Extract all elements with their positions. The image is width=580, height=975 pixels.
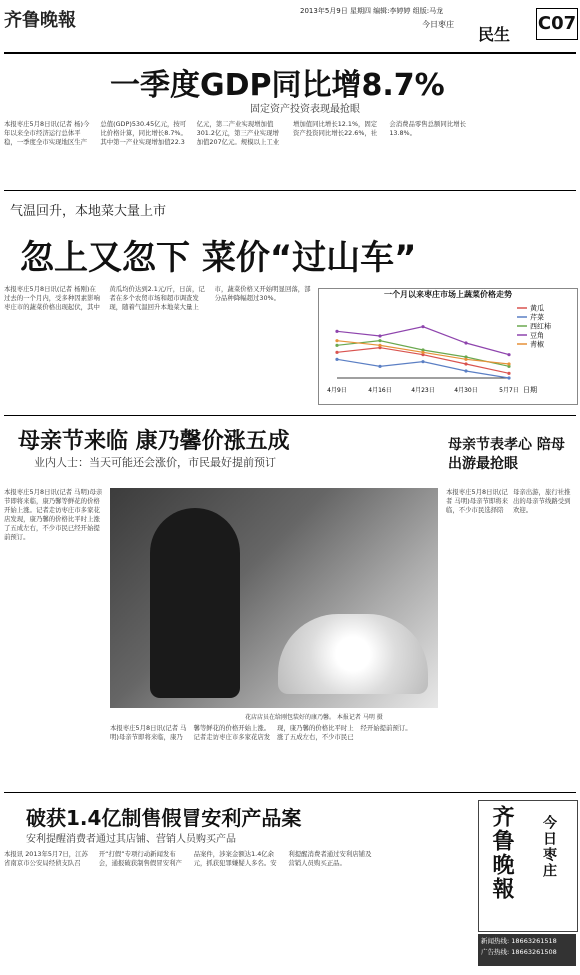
x-tick-label: 4月23日	[411, 387, 435, 394]
legend-label: 青椒	[530, 340, 544, 349]
data-point	[421, 351, 424, 354]
ad-logo-box	[478, 800, 578, 932]
phone1-label: 新闻热线:	[481, 937, 510, 945]
data-point	[335, 330, 338, 333]
divider	[4, 415, 576, 416]
article2-body	[4, 285, 312, 405]
x-tick-label: 4月9日	[327, 387, 347, 394]
data-point	[507, 353, 510, 356]
phone-bar	[478, 934, 576, 966]
data-point	[507, 362, 510, 365]
phone1: 18663261518	[511, 937, 557, 945]
article3-title: 母亲节来临 康乃馨价涨五成	[18, 429, 290, 454]
divider	[4, 190, 576, 191]
header-rule	[4, 52, 576, 54]
photo-caption: 花店店员在给刚包装好的康乃馨。 本报记者 马明 摄	[245, 714, 383, 721]
data-point	[378, 339, 381, 342]
article5-text: 本报讯 2013年5月7日，江苏省南京市公安局经侦支队召开“打假”专项行动新闻发布会，通报破获制售假冒安利产品案件，涉案金额达1.4亿余元，抓获犯罪嫌疑人多名。安利提醒消费者通过安利店铺及营销人员购买正品。	[4, 850, 372, 867]
data-point	[335, 351, 338, 354]
x-tick-label: 4月16日	[368, 387, 392, 394]
article1-title: 一季度GDP同比增8.7%	[110, 68, 445, 103]
article5-body	[4, 850, 472, 968]
article5-title: 破获1.4亿制售假冒安利产品案	[26, 806, 302, 830]
ad-tagline: 今日枣庄	[541, 815, 557, 879]
data-point	[378, 365, 381, 368]
x-axis-label: 日期	[523, 386, 537, 394]
data-point	[335, 358, 338, 361]
x-tick-label: 5月7日	[499, 387, 519, 394]
data-point	[335, 339, 338, 342]
data-point	[464, 358, 467, 361]
data-point	[507, 372, 510, 375]
article3-body-cont	[110, 724, 438, 784]
divider	[4, 792, 576, 793]
x-tick-label: 4月30日	[454, 387, 478, 394]
data-point	[507, 376, 510, 379]
article4-title: 母亲节表孝心 陪母出游最抢眼	[448, 437, 565, 472]
phone2-label: 广告热线:	[481, 948, 510, 956]
article3-body	[4, 488, 104, 788]
chart-svg	[319, 300, 575, 400]
article2-title: 忽上又忽下 菜价“过山车”	[20, 238, 417, 278]
article1-body	[4, 120, 574, 175]
data-point	[335, 344, 338, 347]
phone2: 18663261508	[511, 948, 557, 956]
data-point	[464, 341, 467, 344]
article3-subtitle: 业内人士：当天可能还会涨价，市民最好提前预订	[34, 456, 276, 469]
legend-label: 豆角	[530, 331, 544, 340]
article3-text-cont: 本报枣庄5月8日讯(记者 马明)母亲节即将来临，康乃馨等鲜花的价格开始上涨。记者走访枣庄市多家花店发现，康乃馨的价格比平时上涨了五成左右，不少市民已经开始提前预订。	[110, 724, 412, 741]
price-chart	[318, 288, 578, 405]
photo-person	[150, 508, 240, 698]
article2-text: 本报枣庄5月8日讯(记者 杨刚)在过去的一个月内，受多种因素影响枣庄市的蔬菜价格出现起伏，其中黄瓜均价达到2.1元/斤，日前，记者在多个农贸市场和超市调查发现，随着气温回升本地菜大量上市，蔬菜价格又开始明显回落，部分品种降幅超过30%。	[4, 285, 311, 311]
chart-title: 一个月以来枣庄市场上蔬菜价格走势	[384, 290, 512, 299]
legend-label: 西红柿	[530, 322, 551, 331]
page-number: C07	[536, 8, 578, 40]
legend-label: 芹菜	[530, 313, 544, 322]
legend-label: 黄瓜	[530, 304, 544, 313]
data-point	[421, 360, 424, 363]
article4-body	[446, 488, 576, 786]
data-point	[464, 362, 467, 365]
article2-kicker: 气温回升，本地菜大量上市	[10, 204, 167, 219]
data-point	[421, 325, 424, 328]
article5-subtitle: 安利提醒消费者通过其店铺、营销人员购买产品	[26, 834, 236, 845]
article1-subtitle: 固定资产投资表现最抢眼	[250, 104, 360, 115]
article1-text: 本报枣庄5月8日讯(记者 杨)今年以来全市经济运行总体平稳，一季度全市实现地区生产总值(GDP)530.45亿元，按可比价格计算，同比增长8.7%。其中第一产业实现增加值22.3亿元，第二产业实现增加值301.2亿元，第三产业实现增加值207亿元。规模以上工业增加值同比增长12.1%，固定资产投资同比增长22.6%，社会消费品零售总额同比增长13.8%。	[4, 120, 466, 146]
data-point	[378, 334, 381, 337]
data-point	[378, 344, 381, 347]
article4-text: 本报枣庄5月8日讯(记者 马明)母亲节即将来临，不少市民选择陪母亲出游，旅行社推出的母亲节线路受到欢迎。	[446, 488, 571, 514]
photo-flowers	[278, 614, 428, 694]
ad-logo: 齐鲁晚報	[489, 805, 515, 901]
masthead-logo: 齐鲁晚報	[4, 10, 76, 31]
header-sub: 今日枣庄	[422, 20, 454, 29]
carnation-photo	[110, 488, 438, 708]
article3-text: 本报枣庄5月8日讯(记者 马明)母亲节即将来临，康乃馨等鲜花的价格开始上涨。记者走访枣庄市多家花店发现，康乃馨的价格比平时上涨了五成左右，不少市民已经开始提前预订。	[4, 488, 103, 541]
data-point	[464, 369, 467, 372]
section-name: 民生	[478, 25, 511, 44]
header-meta: 2013年5月9日 星期四 编辑:李婷婷 组版:马龙	[300, 7, 444, 15]
